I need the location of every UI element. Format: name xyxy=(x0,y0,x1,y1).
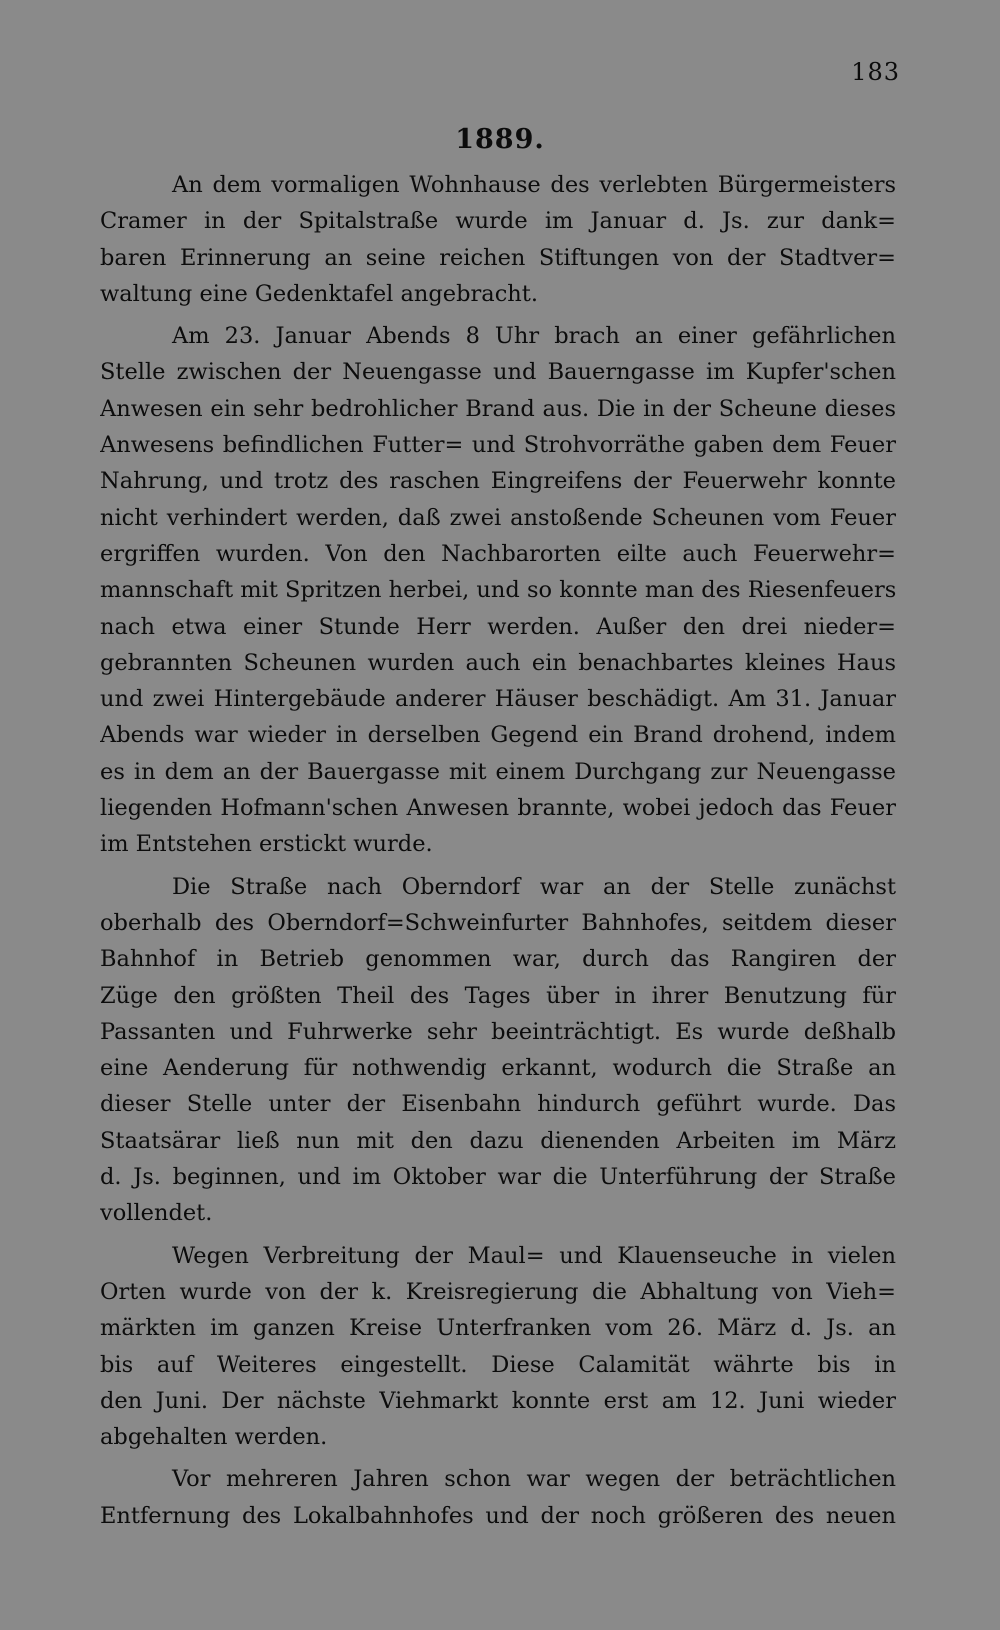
text-line: Die Straße nach Oberndorf war an der Stelle zunächst xyxy=(172,873,896,900)
text-line: Bahnhof in Betrieb genommen war, durch das Rangiren der xyxy=(100,946,896,973)
text-line: gebrannten Scheunen wurden auch ein benachbartes kleines Haus xyxy=(100,649,896,676)
text-line: baren Erinnerung an seine reichen Stiftungen von der Stadtver= xyxy=(100,244,896,271)
text-line: bis auf Weiteres eingestellt. Diese Calamität währte bis in xyxy=(100,1351,896,1378)
text-line: Anwesen ein sehr bedrohlicher Brand aus. Die in der Scheune dieses xyxy=(100,395,896,422)
text-line: Staatsärar ließ nun mit den dazu dienenden Arbeiten im März xyxy=(100,1127,896,1154)
text-line: nicht verhindert werden, daß zwei anstoßende Scheunen vom Feuer xyxy=(100,504,896,531)
year-heading: 1889. xyxy=(455,124,545,155)
text-line: d. Js. beginnen, und im Oktober war die Unterführung der Straße xyxy=(100,1164,896,1191)
text-line: ergriffen wurden. Von den Nachbarorten eilte auch Feuerwehr= xyxy=(100,540,896,567)
text-line: Stelle zwischen der Neuengasse und Bauerngasse im Kupfer'schen xyxy=(100,359,896,386)
paragraph-road-underpass xyxy=(100,869,896,1232)
text-line: waltung eine Gedenktafel angebracht. xyxy=(100,280,538,307)
text-line: Züge den größten Theil des Tages über in ihrer Benutzung für xyxy=(100,982,896,1009)
paragraph-fire xyxy=(100,318,896,862)
text-line: märkten im ganzen Kreise Unterfranken vom 26. März d. Js. an xyxy=(100,1315,896,1342)
text-line: es in dem an der Bauergasse mit einem Durchgang zur Neuengasse xyxy=(100,758,896,785)
text-line: eine Aenderung für nothwendig erkannt, wodurch die Straße an xyxy=(100,1055,896,1082)
text-line: Orten wurde von der k. Kreisregierung die Abhaltung von Vieh= xyxy=(100,1278,896,1305)
text-line: dieser Stelle unter der Eisenbahn hindurch geführt wurde. Das xyxy=(100,1091,896,1118)
text-line: Cramer in der Spitalstraße wurde im Januar d. Js. zur dank= xyxy=(100,208,896,235)
text-line: Vor mehreren Jahren schon war wegen der beträchtlichen xyxy=(172,1466,896,1493)
paragraph-station xyxy=(100,1461,896,1534)
page-number: 183 xyxy=(851,58,900,86)
text-line: oberhalb des Oberndorf=Schweinfurter Bahnhofes, seitdem dieser xyxy=(100,909,896,936)
paragraph-livestock-disease xyxy=(100,1238,896,1456)
body-text xyxy=(100,167,896,1540)
text-line: nach etwa einer Stunde Herr werden. Außer den drei nieder= xyxy=(100,613,896,640)
text-line: Anwesens befindlichen Futter= und Strohvorräthe gaben dem Feuer xyxy=(100,432,896,459)
text-line: im Entstehen erstickt wurde. xyxy=(100,831,433,858)
text-line: Am 23. Januar Abends 8 Uhr brach an einer gefährlichen xyxy=(172,323,896,350)
text-line: vollendet. xyxy=(100,1200,213,1227)
text-line: Abends war wieder in derselben Gegend ein Brand drohend, indem xyxy=(100,722,896,749)
text-line: Passanten und Fuhrwerke sehr beeinträchtigt. Es wurde deßhalb xyxy=(100,1018,896,1045)
paragraph-memorial-plaque xyxy=(100,167,896,312)
text-line: Nahrung, und trotz des raschen Eingreifens der Feuerwehr konnte xyxy=(100,468,896,495)
text-line: Wegen Verbreitung der Maul= und Klauenseuche in vielen xyxy=(172,1242,896,1269)
text-line: und zwei Hintergebäude anderer Häuser beschädigt. Am 31. Januar xyxy=(100,686,896,713)
text-line: liegenden Hofmann'schen Anwesen brannte, wobei jedoch das Feuer xyxy=(100,795,896,822)
text-line: mannschaft mit Spritzen herbei, und so konnte man des Riesenfeuers xyxy=(100,577,896,604)
text-line: Entfernung des Lokalbahnhofes und der noch größeren des neuen xyxy=(100,1502,896,1529)
text-line: An dem vormaligen Wohnhause des verlebten Bürgermeisters xyxy=(172,172,896,198)
text-line: abgehalten werden. xyxy=(100,1424,328,1451)
text-line: den Juni. Der nächste Viehmarkt konnte erst am 12. Juni wieder xyxy=(100,1387,896,1414)
